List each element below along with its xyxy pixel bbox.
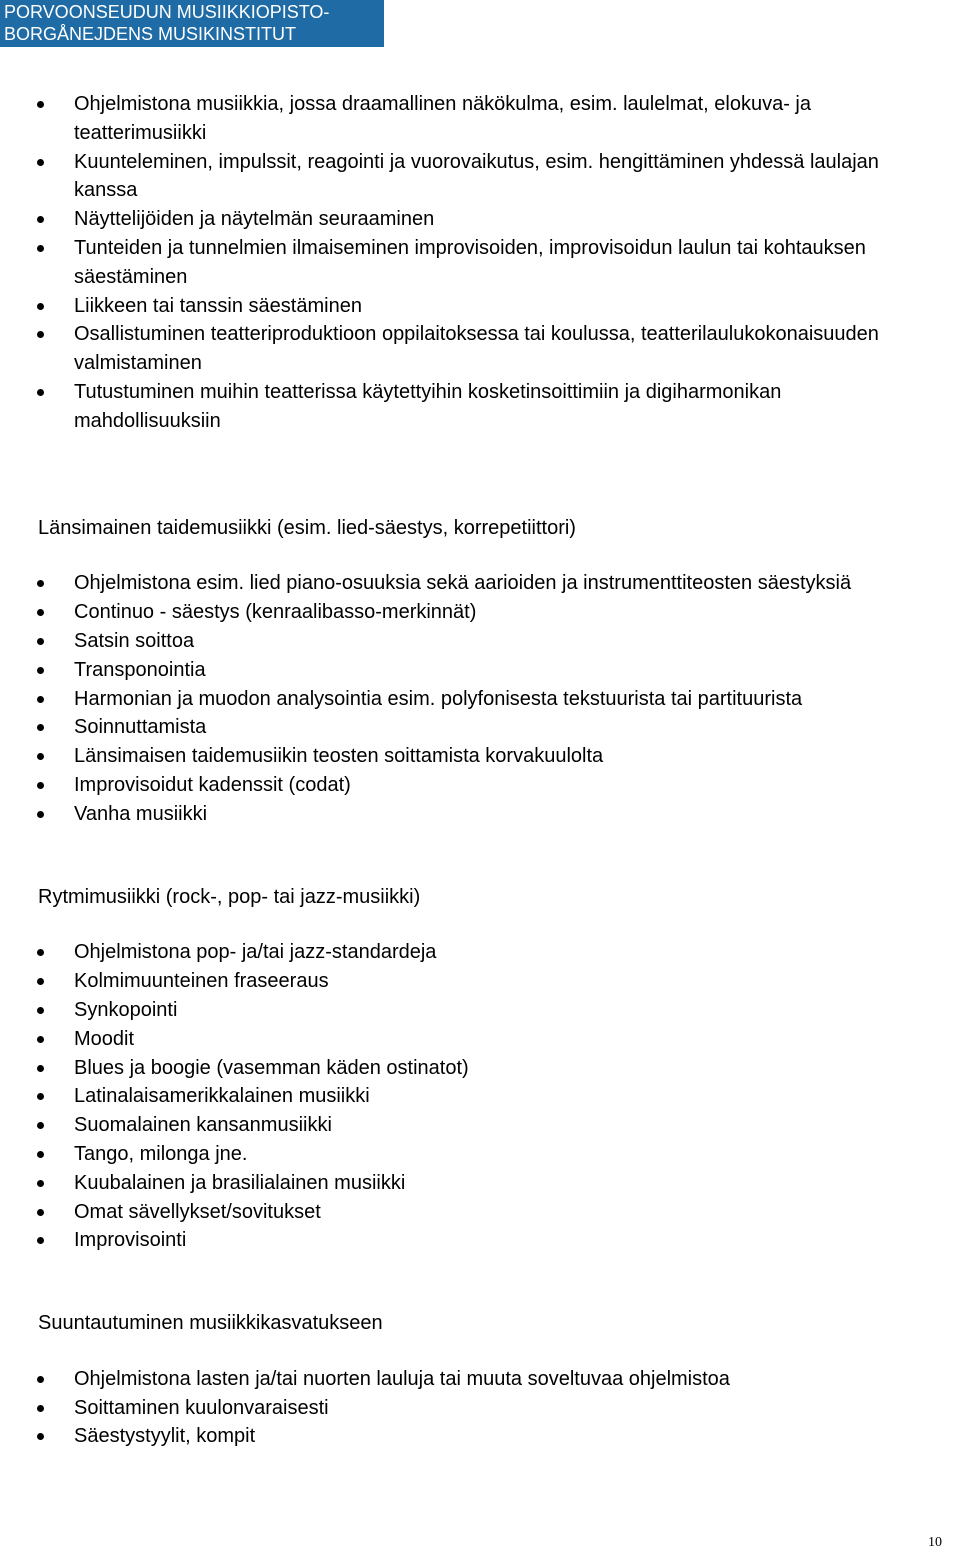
list-item: Continuo - säestys (kenraalibasso-merkinnät) (0, 598, 960, 627)
list-item: Kuubalainen ja brasilialainen musiikki (0, 1169, 960, 1198)
list-item: Tango, milonga jne. (0, 1140, 960, 1169)
list-item: Moodit (0, 1025, 960, 1054)
music-education-bullet-list (0, 1365, 960, 1451)
rhythm-music-bullet-list (0, 938, 960, 1255)
list-item: Ohjelmistona musiikkia, jossa draamallinen näkökulma, esim. laulelmat, elokuva- ja teatterimusiikki (0, 90, 960, 148)
list-item: Ohjelmistona esim. lied piano-osuuksia sekä aarioiden ja instrumenttiteosten säestyksiä (0, 569, 960, 598)
list-item: Säestystyylit, kompit (0, 1422, 960, 1451)
page-number: 10 (928, 1535, 942, 1550)
list-item: Synkopointi (0, 996, 960, 1025)
list-item: Kolmimuunteinen fraseeraus (0, 967, 960, 996)
document-header (0, 0, 384, 47)
classical-bullet-list (0, 569, 960, 828)
list-item: Länsimaisen taidemusiikin teosten soittamista korvakuulolta (0, 742, 960, 771)
list-item: Liikkeen tai tanssin säestäminen (0, 292, 960, 321)
list-item: Ohjelmistona pop- ja/tai jazz-standardeja (0, 938, 960, 967)
list-item: Satsin soittoa (0, 627, 960, 656)
list-item: Ohjelmistona lasten ja/tai nuorten lauluja tai muuta soveltuvaa ohjelmistoa (0, 1365, 960, 1394)
list-item: Soittaminen kuulonvaraisesti (0, 1394, 960, 1423)
drama-bullet-list (0, 90, 960, 436)
list-item: Omat sävellykset/sovitukset (0, 1198, 960, 1227)
list-item: Improvisoidut kadenssit (codat) (0, 771, 960, 800)
list-item: Latinalaisamerikkalainen musiikki (0, 1082, 960, 1111)
list-item: Tutustuminen muihin teatterissa käytettyihin kosketinsoittimiin ja digiharmonikan mahdollisuuksiin (0, 378, 960, 436)
list-item: Kuunteleminen, impulssit, reagointi ja vuorovaikutus, esim. hengittäminen yhdessä laulajan kanssa (0, 148, 960, 206)
section-title-classical: Länsimainen taidemusiikki (esim. lied-säestys, korrepetiittori) (38, 516, 576, 539)
header-line-2: BORGÅNEJDENS MUSIKINSTITUT (4, 24, 297, 44)
document-body (0, 90, 960, 1451)
list-item: Improvisointi (0, 1226, 960, 1255)
list-item: Suomalainen kansanmusiikki (0, 1111, 960, 1140)
list-item: Soinnuttamista (0, 713, 960, 742)
list-item: Harmonian ja muodon analysointia esim. polyfonisesta tekstuurista tai partituurista (0, 685, 960, 714)
header-line-1: PORVOONSEUDUN MUSIIKKIOPISTO- (4, 2, 330, 22)
list-item: Blues ja boogie (vasemman käden ostinatot) (0, 1054, 960, 1083)
list-item: Näyttelijöiden ja näytelmän seuraaminen (0, 205, 960, 234)
list-item: Tunteiden ja tunnelmien ilmaiseminen improvisoiden, improvisoidun laulun tai kohtauksen säestäminen (0, 234, 960, 292)
section-title-music-education: Suuntautuminen musiikkikasvatukseen (38, 1312, 383, 1335)
section-title-rhythm-music: Rytmimusiikki (rock-, pop- tai jazz-musiikki) (38, 885, 421, 908)
list-item: Osallistuminen teatteriproduktioon oppilaitoksessa tai koulussa, teatterilaulukokonaisuuden valmistaminen (0, 320, 960, 378)
list-item: Vanha musiikki (0, 800, 960, 829)
list-item: Transponointia (0, 656, 960, 685)
